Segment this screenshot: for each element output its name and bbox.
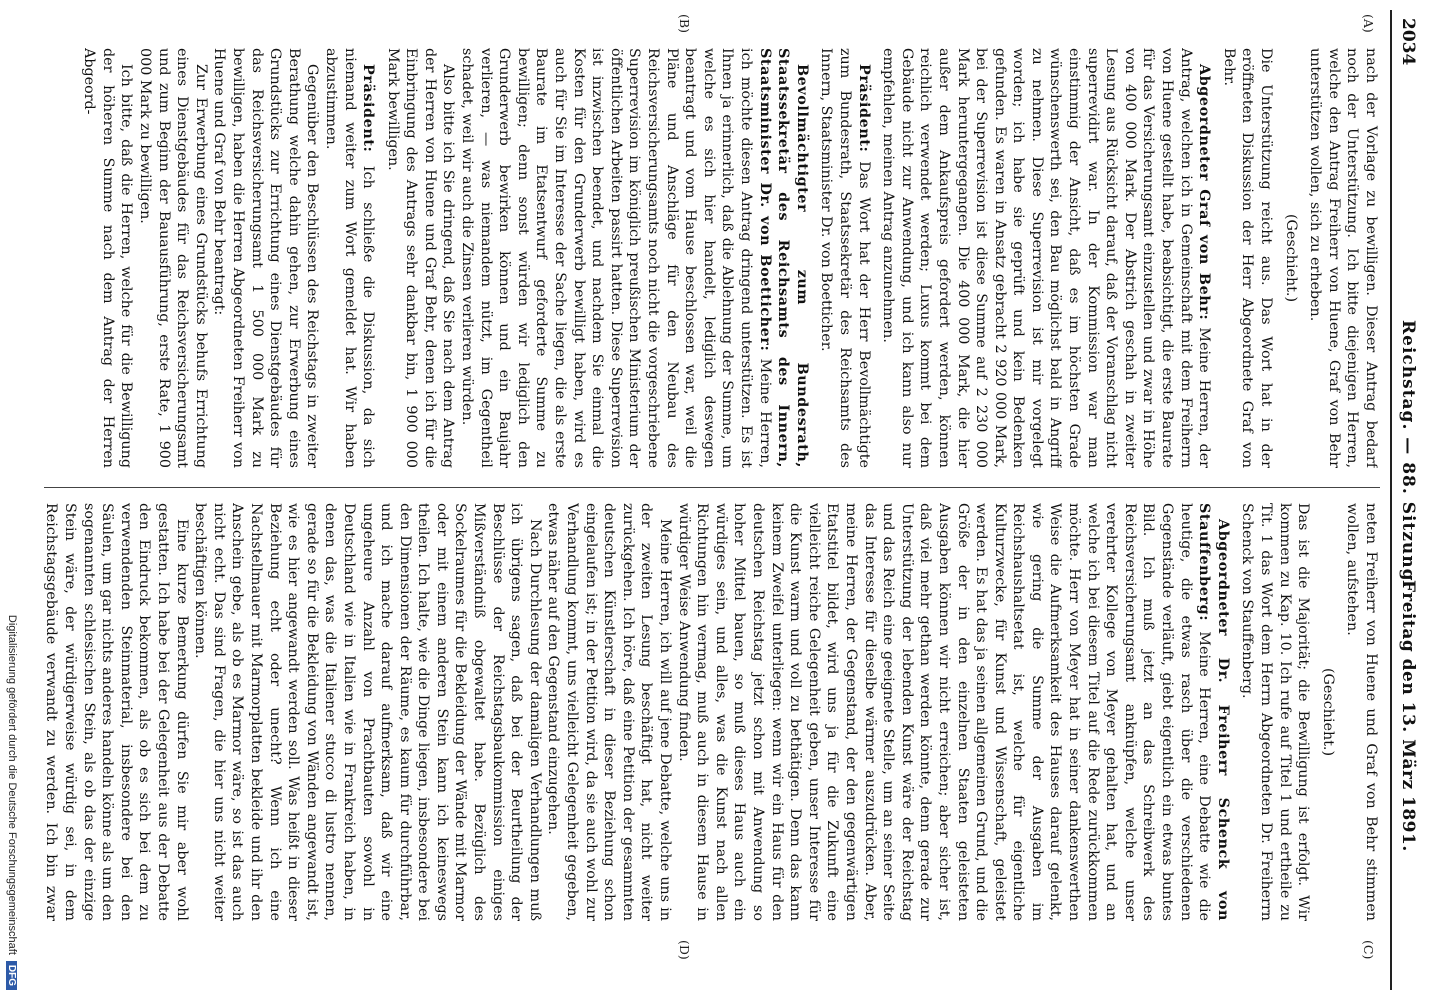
page-number: 2034 (1398, 18, 1418, 66)
page-footer (6, 10, 18, 990)
speaker-name: Präsident: (855, 64, 872, 153)
digitization-note: Digitalisierung gefördert durch die Deutsche Forschungsgemeinschaft (6, 614, 18, 955)
header-rule (1390, 10, 1392, 990)
session-date: Freitag den 13. März 1891. (1398, 580, 1418, 852)
column-divider (44, 487, 1380, 488)
text-paragraph: Nach Durchlesung der damaligen Verhandlungen muß ich übrigens sagen, daß bei der Beurtheilung der Beschlüsse der Reichstagsbaukommission einiges Mißverständniß obgewaltet habe. Bezüglich des Sockelraumes für die Bekleidung der Wände mit Marmor oder mit einem anderen Stein kann ich keineswegs theilen. Ich halte, wie die Dinge liegen, insbesondere bei den Dimensionen der Räume, es kaum für durchführbar, und ich mache darauf aufmerksam, daß wir eine ungeheure Anzahl von Prachtbauten sowohl in Deutschland wie in Italien wie in Frankreich haben, in denen das, was die Italiener stucco di lustro nennen, gerade so für die Bekleidung von Wänden angewandt ist, wie es hier angewandt werden soll. Was heißt in dieser Beziehung echt oder unecht? Wenn ich eine Nachstellmauer mit Marmorplatten bekleide und ihr den Anschein gebe, als ob es Marmor wäre, so ist das auch nicht echt. Das sind Fragen, die hier uns nicht weiter beschäftigen können. (192, 503, 543, 921)
right-column (40, 503, 1380, 921)
stage-direction: (Geschieht.) (1282, 213, 1299, 303)
speech-paragraph (817, 48, 873, 468)
speech-text: Meine Herren, ich möchte diesen Antrag dringend unterstützen. Es ist Ihnen ja erinnerlich, daß die Ablehnung der Summe, um welche es sich hier handelt, lediglich deswegen beantragt und vom Hause beschlossen war, weil die Pläne und Anschläge für den Neubau des Reichsversicherungsamts noch nicht die vorgeschriebene Superrevision im königlich preußischen Ministerium der öffentlichen Arbeiten passirt hatten. Diese Superrevision ist inzwischen beendet, und nachdem Sie einmal die Kosten für den Grunderwerb bewilligt haben, wird es auch für Sie im Interesse der Sache liegen, die als erste Baurate im Etatsentwurf geforderte Summe zu bewilligen; denn sonst würden wir lediglich den Grunderwerb bewirken können und ein Baujahr verlieren, — was niemandem nützt, im Gegentheil schadet, weil wir auch die Zinsen verlieren würden. (459, 48, 773, 468)
speech-text: Ich schließe die Diskussion, da sich niemand weiter zum Wort gemeldet hat. Wir haben abzustimmen. (322, 48, 377, 468)
text-paragraph: Meine Herren, ich will auf jene Debatte, welche uns in der zweiten Lesung beschäftigt hat, nicht weiter zurückgehen. Ich höre, daß eine Petition der gesammten deutschen Künstlerschaft in dieser Beziehung schon eingelaufen ist; in der Petition wird, da sie auch wohl zur Verhandlung kommt, uns vielleicht Gelegenheit gegeben, etwas näher auf den Gegenstand einzugehen. (545, 503, 674, 921)
speaker-name: Bevollmächtigter zum Bundesrath, Staatssekretär des Reichsamts des Innern, Staatsminister Dr. von Boetticher: (756, 48, 810, 468)
dfg-logo: DFG (6, 961, 17, 990)
text-paragraph: Die Unterstützung reicht aus. Das Wort hat in der eröffneten Diskussion der Herr Abgeordnete Graf von Behr. (1220, 48, 1275, 468)
text-paragraph: Das ist die Majorität; die Bewilligung ist erfolgt. Wir kommen zu Kap. 10. Ich rufe auf Titel 1 und ertheile zu Tit. 1 das Wort dem Herrn Abgeordneten Dr. Freiherrn Schenck von Stauffenberg. (1239, 503, 1312, 921)
margin-letter-a: (A) (1361, 14, 1376, 33)
session-title: Reichstag. — 88. Sitzung. (1398, 320, 1418, 589)
speech-text: Meine Herren, der Antrag, welchen ich in Gemeinschaft mit dem Freiherrn von Huene gestellt habe, beabsichtigt, die erste Baurate für das Versicherungsamt einzustellen und zwar in Höhe von 400 000 Mark. Der Abstrich geschah in zweiter Lesung aus Rücksicht darauf, daß der Voranschlag nicht superrevidirt war. In der Kommission war man einstimmig der Ansicht, daß es im höchsten Grade wünschenswerth sei, den Bau möglichst bald in Angriff zu nehmen. Diese Superrevision ist mir vorgelegt worden; ich habe sie geprüft und kein Bedenken gefunden. Es waren in Ansatz gebracht 2 920 000 Mark, bei der Superrevision ist diese Summe auf 2 230 000 Mark heruntergegangen. Die 400 000 Mark, die hier außer dem Ankaufspreis gefordert werden, können reichlich verwendet werden; Luxus kommt bei dem Gebäude nicht zur Anwendung, und ich kann also nur empfehlen, meinen Antrag anzunehmen. (880, 48, 1213, 468)
speaker-name: Abgeordneter Graf von Behr: (1196, 64, 1213, 321)
speaker-name: Abgeordneter Dr. Freiherr Schenck von Stauffenberg: (1196, 503, 1231, 921)
text-paragraph: Also bitte ich Sie dringend, daß Sie nach dem Antrag der Herren von Huene und Graf Behr, denen ich für die Einbringung des Antrags sehr dankbar bin, 1 900 000 Mark bewilligen. (384, 48, 457, 468)
text-paragraph: Gegenüber den Beschlüssen des Reichstags in zweiter Berathung welche dahin gehen, zur Erwerbung eines Grundstücks zur Errichtung eines Dienstgebäudes für das Reichsversicherungsamt 1 500 000 Mark zu bewilligen, haben die Herren Abgeordneten Freiherr von Huene und Graf von Behr beantragt: (211, 48, 321, 468)
speech-text: Das Wort hat der Herr Bevollmächtigte zum Bundesrath, Staatssekretär des Reichsamts des Innern, Staatsminister Dr. von Boetticher. (818, 48, 872, 468)
text-paragraph: Ich bitte, daß die Herren, welche für die Bewilligung der höheren Summe nach dem Antrag der Herren Abgeord- (81, 48, 135, 468)
margin-letter-c: (C) (1361, 940, 1376, 960)
text-paragraph: Zur Erwerbung eines Grundstücks behufs Errichtung eines Dienstgebäudes für das Reichsversicherungsamt und zum Beginn der Bauausführung, erste Rate, 1 900 000 Mark zu bewilligen. (137, 48, 209, 468)
stage-direction: (Geschieht.) (1319, 667, 1336, 757)
text-paragraph: nach der Vorlage zu bewilligen. Dieser Antrag bedarf noch der Unterstützung. Ich bitte diejenigen Herren, welche den Antrag Freiherr von Huene, Graf von Behr unterstützen wollen, sich zu erheben. (1307, 48, 1379, 468)
margin-letter-b: (B) (677, 14, 692, 33)
speech-paragraph (458, 48, 811, 468)
speaker-name: Präsident: (360, 64, 377, 153)
speech-paragraph (321, 48, 377, 468)
text-paragraph: Eine kurze Bemerkung dürfen Sie mir aber wohl gestatten. Ich habe bei der Gelegenheit aus der Debatte den Eindruck bekommen, als ob es sich bei dem zu verwendenden Steinmaterial, insbesondere bei den Säulen, um gar nichts anderes handeln könne als um den sogenannten schlesischen Stein, als ob das der einzige Stein wäre, der würdigerweise würdig sei, in dem Reichstagsgebäude verwandt zu werden. Ich bin zwar (43, 503, 190, 921)
speech-text: Meine Herren, eine Debatte wie die heutige, die etwas rasch über die verschiedenen Gegenstände verläuft, giebt eigentlich ein etwas buntes Bild. Ich muß jetzt an das Schreibwerk des Reichsversicherungsamt anknüpfen, welche unser verehrter Kollege von Meyer gehalten hat, und an welche ich bei diesem Titel auf die Rede zurückkommen möchte. Herr von Meyer hat in seiner dankenswerthen Weise die Aufmerksamkeit des Hauses darauf gelenkt, wie gering die Summe der Ausgaben im Reichshaushaltsetat ist, welche für eigentliche Kulturzwecke, für Kunst und Wissenschaft, geleistet werden. Es hat das ja seinen allgemeinen Grund, und die Größe der in den einzelnen Staaten geleisteten Ausgaben können wir nicht erreichen; aber sicher ist, daß viel mehr gethan werden könnte, denn gerade zur Unterstützung der lebenden Kunst wäre der Reichstag und das Reich eine geeignete Stelle, um an seiner Seite das Interesse für dieselbe wärmer auszudrücken. Aber, meine Herren, der Gegenstand, der den gegenwärtigen Etatstitel bildet, wird uns ja für die Zukunft eine vielleicht reiche Gelegenheit geben, unser Interesse für die Kunst warm und voll zu bethätigen. Denn das kann keinem Zweifel unterliegen: wenn wir ein Haus für den deutschen Reichstag jetzt schon mit Anwendung so hoher Mittel bauen, so muß dieses Haus auch ein würdiges sein, und alles, was die Kunst nach allen Richtungen hin vermag, muß auch in diesem Hause in würdiger Weise Anwendung finden. (675, 503, 1213, 921)
margin-letter-d: (D) (677, 940, 692, 960)
speech-paragraph (674, 503, 1232, 921)
left-column (40, 48, 1380, 468)
text-paragraph: neten Freiherr von Huene und Graf von Behr stimmen wollen, aufstehen. (1344, 503, 1379, 921)
speech-paragraph (879, 48, 1214, 468)
page-header (1388, 0, 1422, 1000)
